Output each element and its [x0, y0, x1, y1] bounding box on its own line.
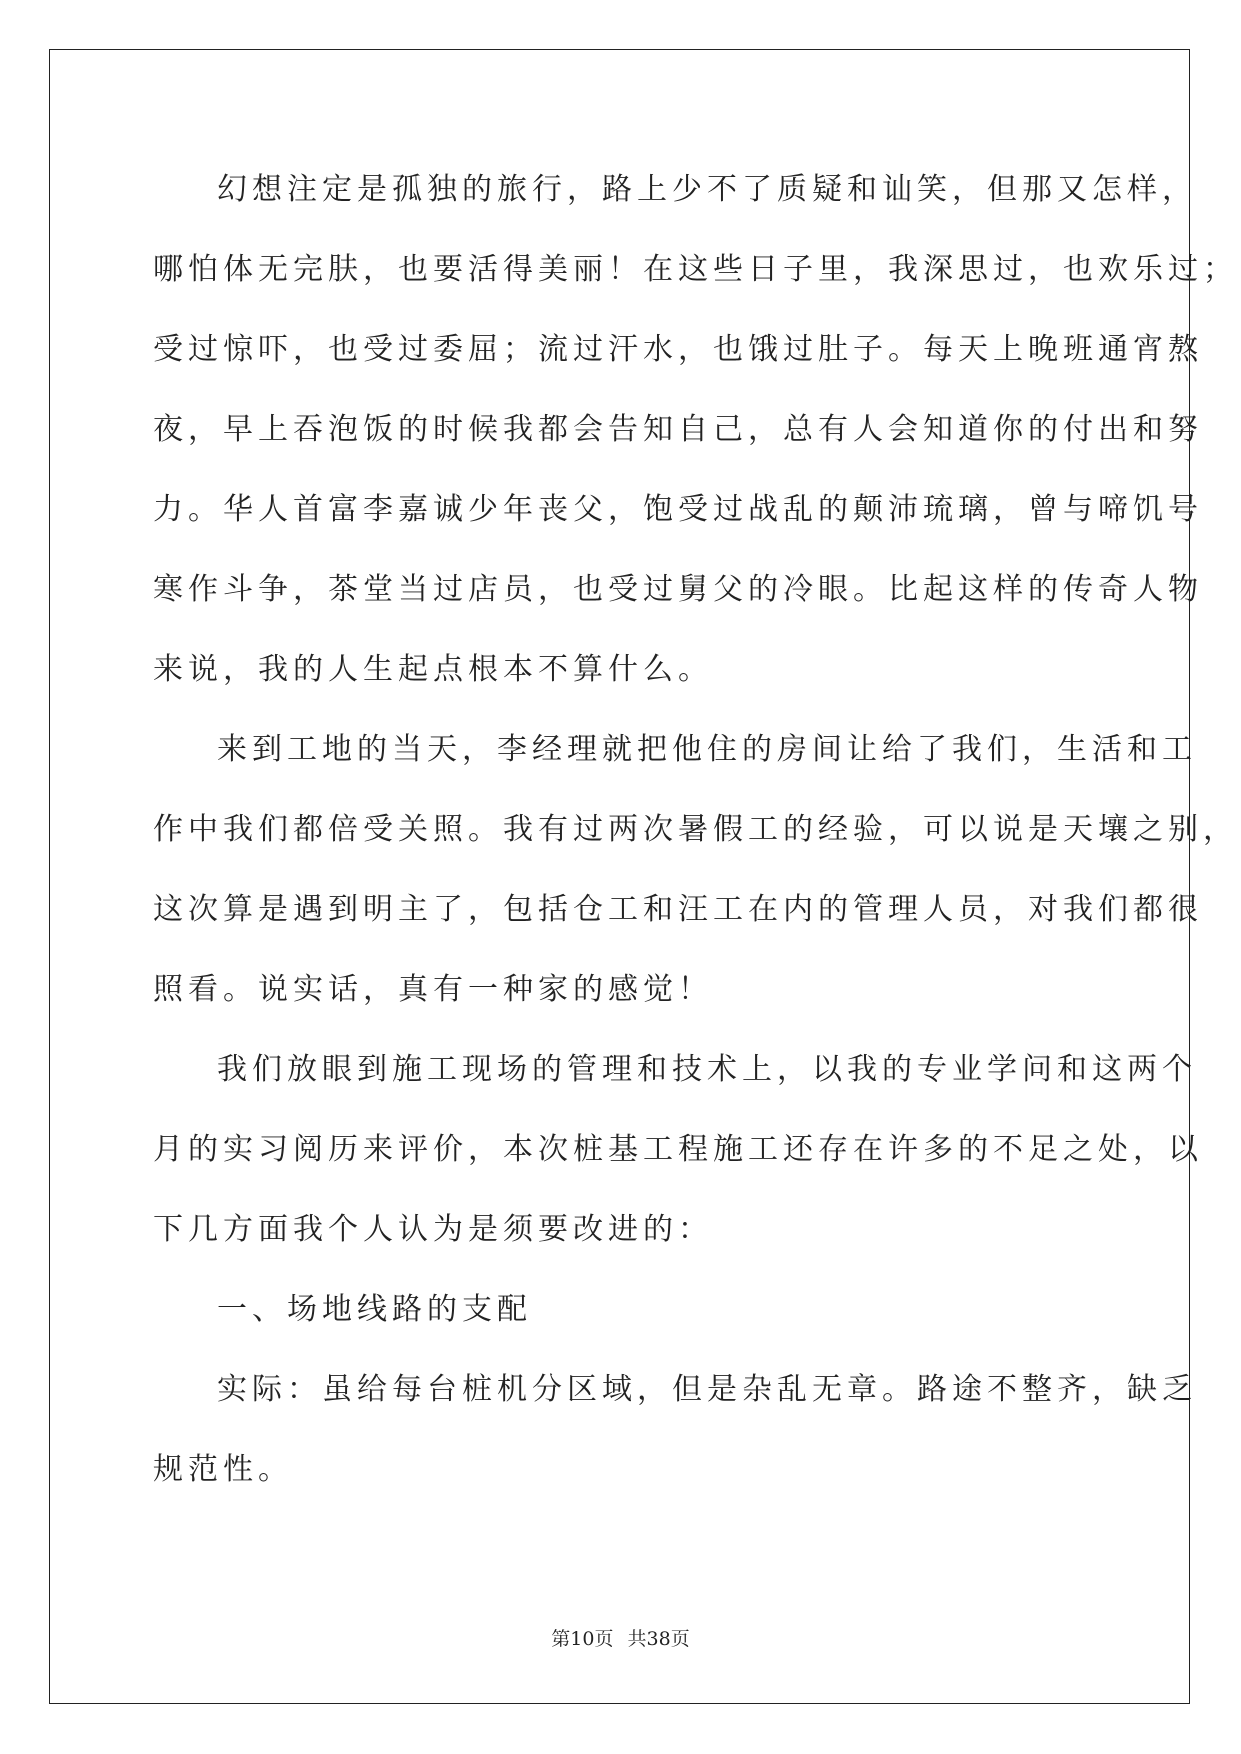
text-line: 照看。说实话，真有一种家的感觉！: [153, 972, 713, 1007]
text-line: 受过惊吓，也受过委屈；流过汗水，也饿过肚子。每天上晚班通宵熬: [153, 332, 1203, 367]
text-line: 实际：虽给每台桩机分区域，但是杂乱无章。路途不整齐，缺乏: [217, 1372, 1197, 1407]
text-line: 幻想注定是孤独的旅行，路上少不了质疑和讪笑，但那又怎样，: [217, 172, 1197, 207]
text-line: 一、场地线路的支配: [217, 1292, 532, 1327]
text-line: 夜，早上吞泡饭的时候我都会告知自己，总有人会知道你的付出和努: [153, 412, 1203, 447]
text-line: 这次算是遇到明主了，包括仓工和汪工在内的管理人员，对我们都很: [153, 892, 1203, 927]
current-page-label: 第10页: [551, 1628, 614, 1650]
text-line: 规范性。: [153, 1452, 293, 1487]
text-line: 寒作斗争，茶堂当过店员，也受过舅父的冷眼。比起这样的传奇人物: [153, 572, 1203, 607]
page-footer: [0, 1624, 1241, 1651]
text-line: 下几方面我个人认为是须要改进的：: [153, 1212, 713, 1247]
text-line: 作中我们都倍受关照。我有过两次暑假工的经验，可以说是天壤之别，: [153, 812, 1238, 847]
total-pages-label: 共38页: [627, 1628, 690, 1650]
text-line: 月的实习阅历来评价，本次桩基工程施工还存在许多的不足之处，以: [153, 1132, 1203, 1167]
text-line: 来到工地的当天，李经理就把他住的房间让给了我们，生活和工: [217, 732, 1197, 767]
text-line: 我们放眼到施工现场的管理和技术上，以我的专业学问和这两个: [217, 1052, 1197, 1087]
document-body: [153, 171, 1238, 1531]
text-line: 力。华人首富李嘉诚少年丧父，饱受过战乱的颠沛琉璃，曾与啼饥号: [153, 492, 1203, 527]
text-line: 来说，我的人生起点根本不算什么。: [153, 652, 713, 687]
text-line: 哪怕体无完肤，也要活得美丽！在这些日子里，我深思过，也欢乐过；: [153, 252, 1238, 287]
